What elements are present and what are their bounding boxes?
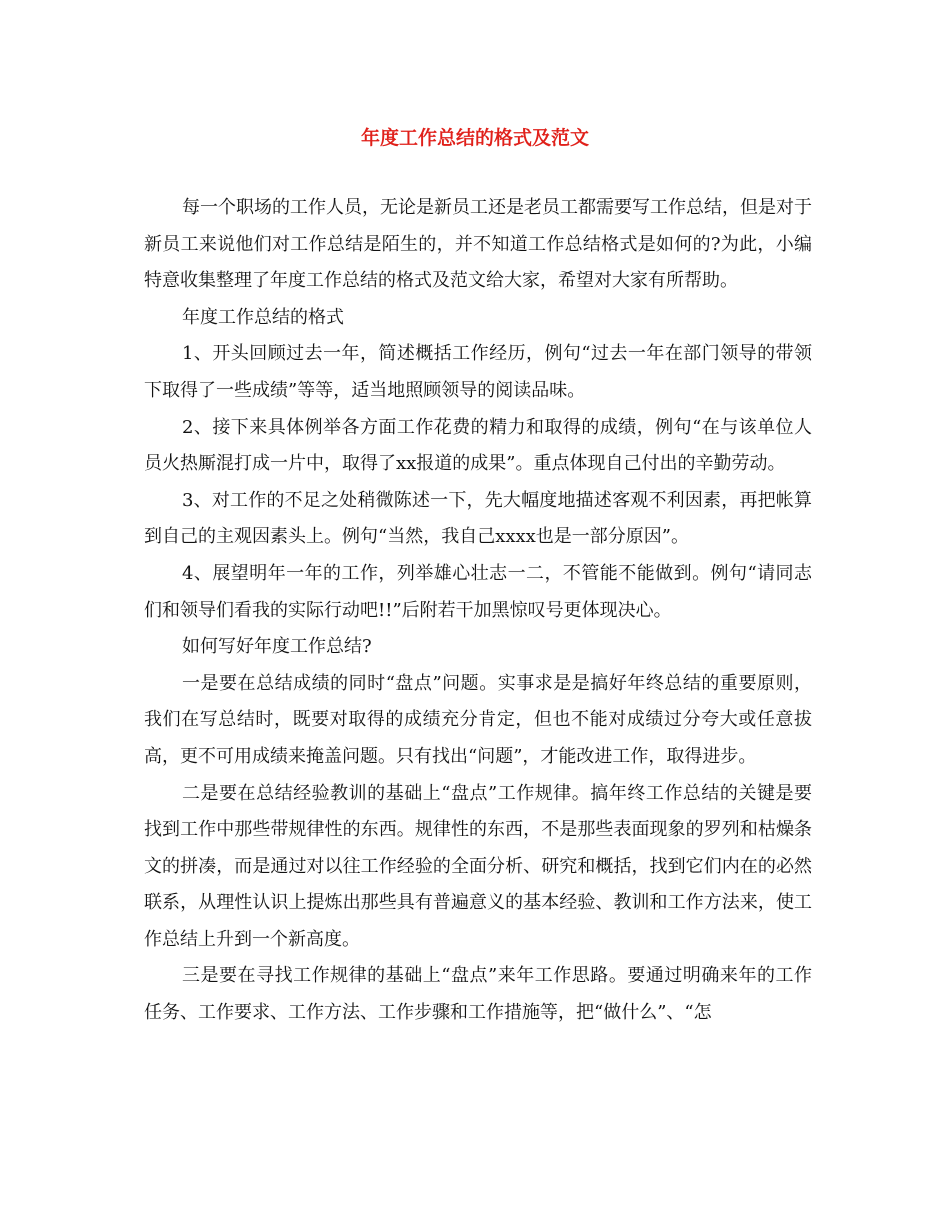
section-heading-format: 年度工作总结的格式 — [182, 306, 344, 328]
document-body — [144, 190, 812, 1032]
paragraph-point-1: 1、开头回顾过去一年，简述概括工作经历，例句“过去一年在部门领导的带领下取得了一些成绩”等等，适当地照顾领导的阅读品味。 — [144, 343, 812, 401]
paragraph-point-3: 3、对工作的不足之处稍微陈述一下，先大幅度地描述客观不利因素，再把帐算到自己的主观因素头上。例句“当然，我自己xxxx也是一部分原因”。 — [144, 489, 812, 548]
document-title: 年度工作总结的格式及范文 — [360, 127, 589, 149]
paragraph-tip-2: 二是要在总结经验教训的基础上“盘点”工作规律。搞年终工作总结的关键是要找到工作中那些带规律性的东西。规律性的东西，不是那些表面现象的罗列和枯燥条文的拼凑，而是通过对以往工作经验的全面分析、研究和概括，找到它们内在的必然联系，从理性认识上提炼出那些具有普遍意义的基本经验、教训和工作方法来，使工作总结上升到一个新高度。 — [144, 782, 812, 950]
paragraph-point-2: 2、接下来具体例举各方面工作花费的精力和取得的成绩，例句“在与该单位人员火热厮混打成一片中，取得了xx报道的成果”。重点体现自己付出的辛勤劳动。 — [144, 416, 812, 475]
paragraph-tip-3: 三是要在寻找工作规律的基础上“盘点”来年工作思路。要通过明确来年的工作任务、工作要求、工作方法、工作步骤和工作措施等，把“做什么”、“怎 — [144, 965, 812, 1024]
paragraph-tip-1: 一是要在总结成绩的同时“盘点”问题。实事求是是搞好年终总结的重要原则，我们在写总结时，既要对取得的成绩充分肯定，但也不能对成绩过分夸大或任意拔高，更不可用成绩来掩盖问题。只有找出“问题”，才能改进工作，取得进步。 — [144, 672, 812, 767]
paragraph-intro: 每一个职场的工作人员，无论是新员工还是老员工都需要写工作总结，但是对于新员工来说他们对工作总结是陌生的，并不知道工作总结格式是如何的?为此，小编特意收集整理了年度工作总结的格式及范文给大家，希望对大家有所帮助。 — [144, 197, 812, 292]
paragraph-point-4: 4、展望明年一年的工作，列举雄心壮志一二，不管能不能做到。例句“请同志们和领导们看我的实际行动吧!!”后附若干加黑惊叹号更体现决心。 — [144, 562, 812, 621]
section-heading-how-to: 如何写好年度工作总结? — [182, 636, 372, 658]
